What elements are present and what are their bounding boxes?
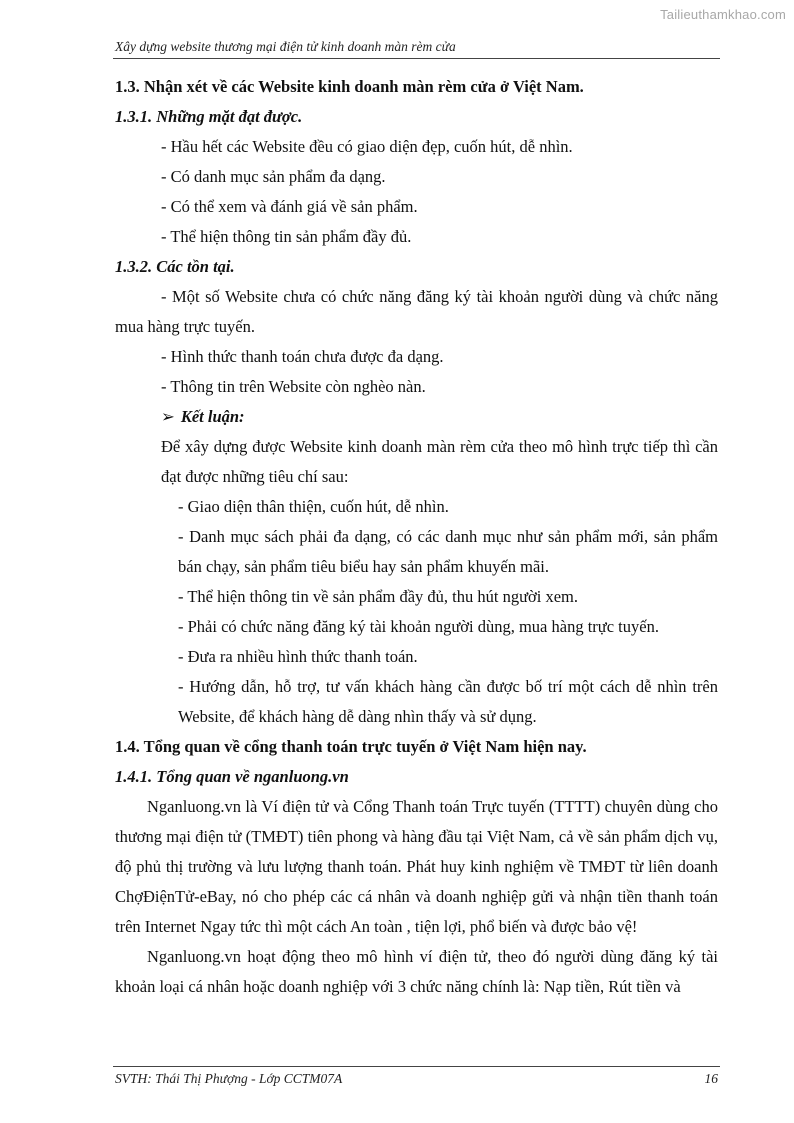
list-item: - Hình thức thanh toán chưa được đa dạng. <box>161 347 444 366</box>
running-header: Xây dựng website thương mại điện tử kinh doanh màn rèm cửa <box>115 39 456 54</box>
list-item: - Thông tin trên Website còn nghèo nàn. <box>161 377 426 396</box>
conclusion-heading <box>115 402 718 432</box>
footer-rule <box>113 1066 720 1067</box>
conclusion-intro: Để xây dựng được Website kinh doanh màn rèm cửa theo mô hình trực tiếp thì cần đạt được những tiêu chí sau: <box>161 437 718 486</box>
list-item: - Hầu hết các Website đều có giao diện đẹp, cuốn hút, dễ nhìn. <box>161 137 573 156</box>
list-item: - Danh mục sách phải đa dạng, có các danh mục như sản phẩm mới, sản phẩm bán chạy, sản phẩm tiêu biểu hay sản phẩm khuyến mãi. <box>178 527 718 576</box>
header-rule <box>113 58 720 59</box>
watermark: Tailieuthamkhao.com <box>660 7 786 22</box>
list-item: - Thể hiện thông tin sản phẩm đầy đủ. <box>161 227 412 246</box>
list-item: - Có danh mục sản phẩm đa dạng. <box>161 167 386 186</box>
list-item: - Phải có chức năng đăng ký tài khoản người dùng, mua hàng trực tuyến. <box>178 617 659 636</box>
list-item: - Thể hiện thông tin về sản phẩm đầy đủ, thu hút người xem. <box>178 587 579 606</box>
section-1-3-title: 1.3. Nhận xét về các Website kinh doanh màn rèm cửa ở Việt Nam. <box>115 77 584 96</box>
paragraph: - Một số Website chưa có chức năng đăng ký tài khoản người dùng và chức năng mua hàng trực tuyến. <box>115 287 718 336</box>
list-item: - Hướng dẫn, hỗ trợ, tư vấn khách hàng cần được bố trí một cách dễ nhìn trên Website, để khách hàng dễ dàng nhìn thấy và sử dụng. <box>178 677 718 726</box>
list-item: - Đưa ra nhiều hình thức thanh toán. <box>178 647 418 666</box>
section-1-3-1-title: 1.3.1. Những mặt đạt được. <box>115 107 303 126</box>
paragraph: Nganluong.vn là Ví điện tử và Cổng Thanh toán Trực tuyến (TTTT) chuyên dùng cho thương mại điện tử (TMĐT) tiên phong và hàng đầu tại Việt Nam, cả về sản phẩm dịch vụ, độ phủ thị trường và lưu lượng thanh toán. Phát huy kinh nghiệm về TMĐT từ liên doanh ChợĐiệnTử-eBay, nó cho phép các cá nhân và doanh nghiệp gửi và nhận tiền thanh toán trên Internet Ngay tức thì một cách An toàn , tiện lợi, phổ biến và được bảo vệ! <box>115 797 718 936</box>
paragraph: Nganluong.vn hoạt động theo mô hình ví điện tử, theo đó người dùng đăng ký tài khoản loại cá nhân hoặc doanh nghiệp với 3 chức năng chính là: Nạp tiền, Rút tiền và <box>115 947 718 996</box>
page-number: 16 <box>704 1071 718 1086</box>
section-1-4-1-title: 1.4.1. Tổng quan về nganluong.vn <box>115 767 349 786</box>
section-1-3-2-title: 1.3.2. Các tồn tại. <box>115 257 235 276</box>
conclusion-title: Kết luận: <box>180 407 245 426</box>
list-item: - Giao diện thân thiện, cuốn hút, dễ nhìn. <box>178 497 449 516</box>
arrow-bullet-icon: ➢ <box>161 407 175 426</box>
page-body <box>115 72 718 1002</box>
section-1-4-title: 1.4. Tổng quan về cổng thanh toán trực tuyến ở Việt Nam hiện nay. <box>115 737 587 756</box>
footer-author: SVTH: Thái Thị Phượng - Lớp CCTM07A <box>115 1071 343 1086</box>
list-item: - Có thể xem và đánh giá về sản phẩm. <box>161 197 418 216</box>
